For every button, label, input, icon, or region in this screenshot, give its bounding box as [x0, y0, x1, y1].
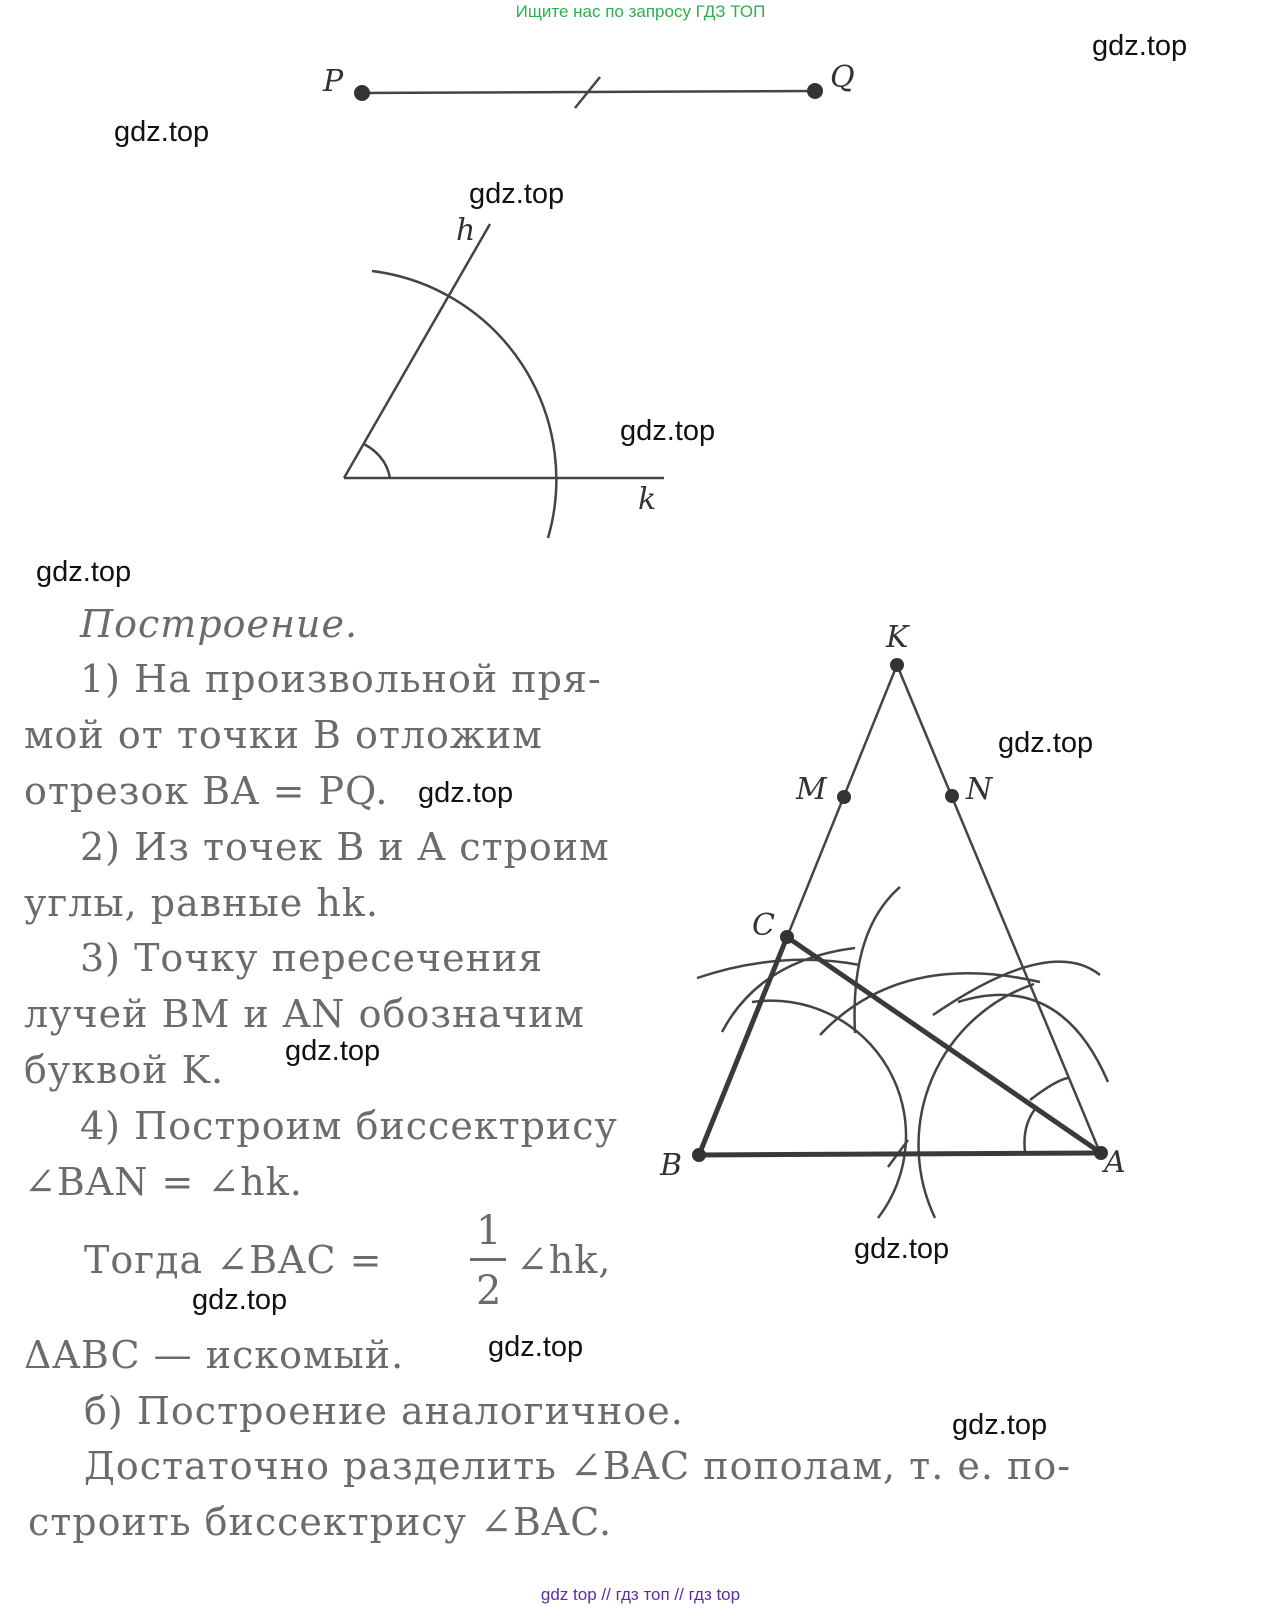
label-k-point: K	[886, 620, 909, 655]
label-q: Q	[830, 60, 855, 95]
heading: Построение.	[80, 602, 359, 646]
angle-a-arc-2	[1024, 1108, 1036, 1152]
search-hint-link[interactable]: Ищите нас по запросу ГДЗ ТОП	[515, 2, 766, 21]
point-p	[354, 85, 370, 101]
text-line-11-pre: Тогда ∠BAC =	[84, 1238, 383, 1282]
footer-links[interactable]: gdz top // гдз топ // гдз top	[540, 1585, 741, 1604]
text-line-9: 4) Построим биссектрису	[80, 1104, 618, 1148]
text-line-15: строить биссектрису ∠BAC.	[28, 1500, 613, 1544]
watermark: gdz.top	[114, 116, 210, 148]
watermark: gdz.top	[998, 727, 1094, 759]
text-line-14: Достаточно разделить ∠BAC пополам, т. е. по-	[84, 1444, 1072, 1488]
label-h: h	[456, 213, 476, 248]
text-line-2: мой от точки B отложим	[24, 713, 543, 757]
point-c	[780, 930, 794, 944]
fraction-bar	[470, 1258, 506, 1261]
text-line-3: отрезок BA = PQ.	[24, 769, 389, 813]
watermark: gdz.top	[285, 1035, 381, 1067]
angle-hk-arc-small	[364, 444, 390, 478]
fraction-numerator: 1	[476, 1208, 502, 1254]
label-n: N	[966, 772, 993, 807]
point-n	[945, 789, 959, 803]
text-line-7: лучей BM и AN обозначим	[24, 992, 585, 1036]
point-m	[837, 790, 851, 804]
text-line-1: 1) На произвольной пря-	[80, 657, 602, 701]
watermark: gdz.top	[192, 1284, 288, 1316]
text-line-12: ΔABC — искомый.	[24, 1333, 405, 1377]
label-p: P	[323, 64, 344, 99]
watermark: gdz.top	[36, 556, 132, 588]
watermark: gdz.top	[1092, 30, 1188, 62]
watermark: gdz.top	[952, 1409, 1048, 1441]
ray-h	[344, 224, 490, 478]
label-k-ray: k	[638, 482, 657, 517]
point-q	[807, 83, 823, 99]
side-ba	[699, 1153, 1101, 1155]
label-b: B	[660, 1148, 683, 1183]
text-line-10: ∠BAN = ∠hk.	[24, 1160, 303, 1204]
watermark: gdz.top	[418, 777, 514, 809]
construction-arc-5	[933, 962, 1100, 1015]
angle-a-arc-1	[1030, 1078, 1068, 1100]
point-k	[890, 658, 904, 672]
watermark: gdz.top	[620, 415, 716, 447]
label-c: C	[752, 908, 775, 943]
construction-arc-b	[752, 1001, 906, 1218]
text-line-4: 2) Из точек B и A строим	[80, 825, 610, 869]
fraction-denominator: 2	[476, 1268, 502, 1314]
angle-hk-compass-arc	[372, 271, 556, 538]
text-line-11-post: ∠hk,	[516, 1238, 612, 1282]
watermark: gdz.top	[854, 1233, 950, 1265]
watermark: gdz.top	[469, 178, 565, 210]
side-bc	[699, 937, 787, 1155]
text-line-8: буквой K.	[24, 1048, 225, 1092]
label-m: M	[796, 772, 827, 807]
watermark: gdz.top	[488, 1331, 584, 1363]
text-line-13: б) Построение аналогичное.	[84, 1389, 684, 1433]
point-b	[692, 1148, 706, 1162]
text-line-5: углы, равные hk.	[24, 881, 379, 925]
label-a: A	[1104, 1145, 1126, 1180]
text-line-6: 3) Точку пересечения	[80, 936, 544, 980]
construction-arc-a	[919, 984, 1034, 1218]
